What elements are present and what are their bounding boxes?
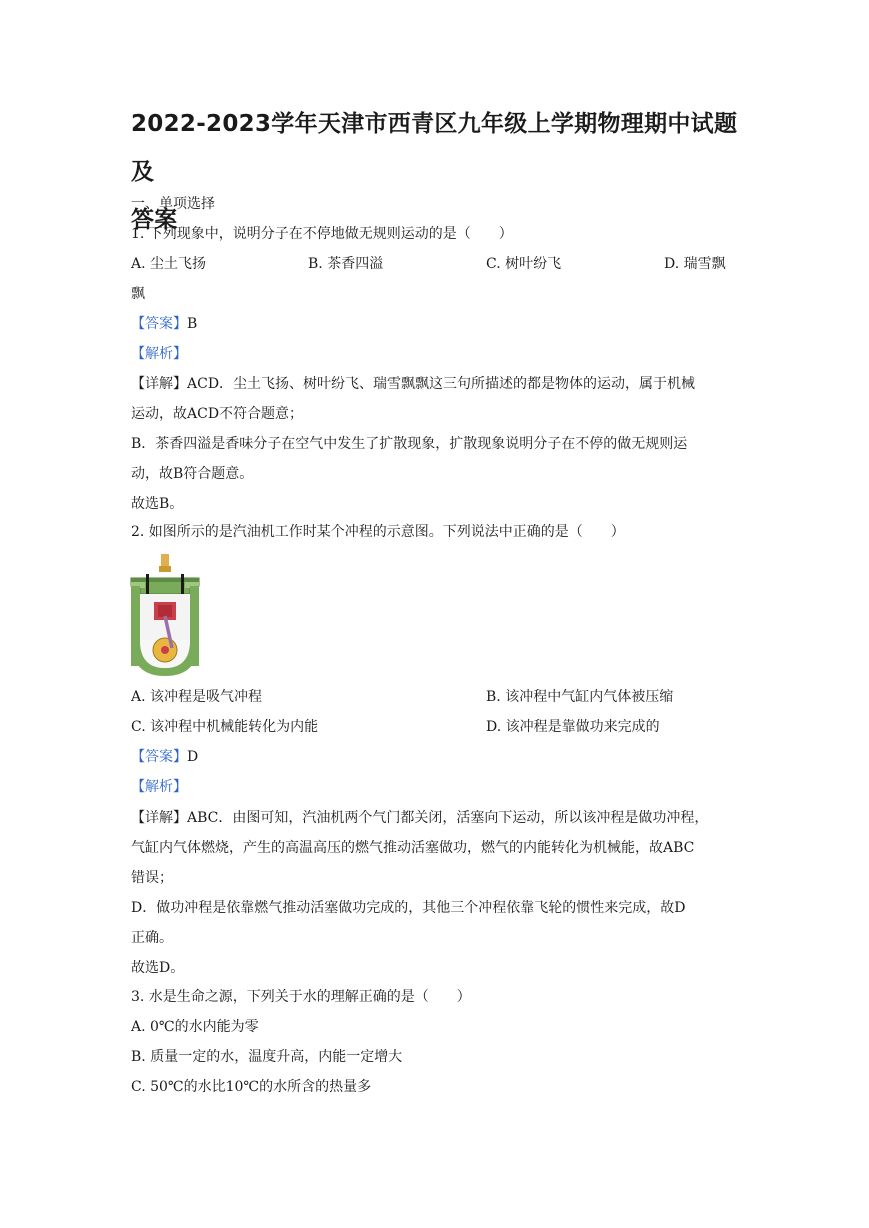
q2-detail-3: 错误；	[131, 870, 173, 886]
q3-option-c: C. 50℃的水比10℃的水所含的热量多	[131, 1079, 372, 1095]
answer-tag: 【答案】	[131, 316, 187, 332]
q2-stem: 2. 如图所示的是汽油机工作时某个冲程的示意图。下列说法中正确的是（ ）	[131, 524, 625, 540]
q3-option-b: B. 质量一定的水，温度升高，内能一定增大	[131, 1049, 403, 1065]
q1-option-d: D. 瑞雪飘	[664, 256, 726, 272]
q3-option-a: A. 0℃的水内能为零	[131, 1019, 259, 1035]
gasoline-engine-diagram	[128, 552, 202, 678]
q2-conclusion: 故选D。	[131, 960, 185, 976]
q2-detail-4: D．做功冲程是依靠燃气推动活塞做功完成的，其他三个冲程依靠飞轮的惯性来完成，故D	[131, 900, 686, 916]
detail-text: ACD．尘土飞扬、树叶纷飞、瑞雪飘飘这三句所描述的都是物体的运动，属于机械	[187, 376, 696, 392]
q2-detail-5: 正确。	[131, 930, 173, 946]
q1-option-d-wrap: 飘	[131, 286, 145, 302]
answer-value: D	[187, 749, 199, 765]
q2-answer	[131, 747, 198, 767]
title-line-1: 2022-2023学年天津市西青区九年级上学期物理期中试题及	[131, 111, 738, 185]
q2-detail-1	[131, 808, 708, 828]
q3-stem: 3. 水是生命之源，下列关于水的理解正确的是（ ）	[131, 989, 471, 1005]
detail-tag: 【详解】	[131, 810, 187, 826]
q1-option-c: C. 树叶纷飞	[486, 256, 562, 272]
q1-conclusion: 故选B。	[131, 496, 184, 512]
q1-option-a: A. 尘土飞扬	[131, 256, 207, 272]
q1-answer	[131, 314, 197, 334]
detail-tag: 【详解】	[131, 376, 187, 392]
q1-option-b: B. 茶香四溢	[308, 256, 384, 272]
section-heading: 一、单项选择	[131, 196, 215, 212]
q2-detail-2: 气缸内气体燃烧，产生的高温高压的燃气推动活塞做功，燃气的内能转化为机械能，故ABC	[131, 840, 695, 856]
document-title	[131, 100, 751, 244]
q2-option-a: A. 该冲程是吸气冲程	[131, 689, 263, 705]
q1-detail-2: 运动，故ACD不符合题意；	[131, 406, 304, 422]
answer-tag: 【答案】	[131, 749, 187, 765]
q2-option-c: C. 该冲程中机械能转化为内能	[131, 719, 319, 735]
detail-text: ABC．由图可知，汽油机两个气门都关闭，活塞向下运动，所以该冲程是做功冲程，	[187, 810, 709, 826]
q1-detail-4: 动，故B符合题意。	[131, 466, 254, 482]
q2-option-d: D. 该冲程是靠做功来完成的	[486, 719, 660, 735]
q1-detail-3: B．茶香四溢是香味分子在空气中发生了扩散现象，扩散现象说明分子在不停的做无规则运	[131, 436, 688, 452]
answer-value: B	[187, 316, 198, 332]
q2-option-b: B. 该冲程中气缸内气体被压缩	[486, 689, 674, 705]
q1-analysis-tag: 【解析】	[131, 346, 187, 362]
q2-analysis-tag: 【解析】	[131, 779, 187, 795]
q1-stem: 1. 下列现象中，说明分子在不停地做无规则运动的是（ ）	[131, 226, 513, 242]
q1-detail-1	[131, 374, 695, 394]
title-line-2: 答案	[131, 207, 178, 233]
